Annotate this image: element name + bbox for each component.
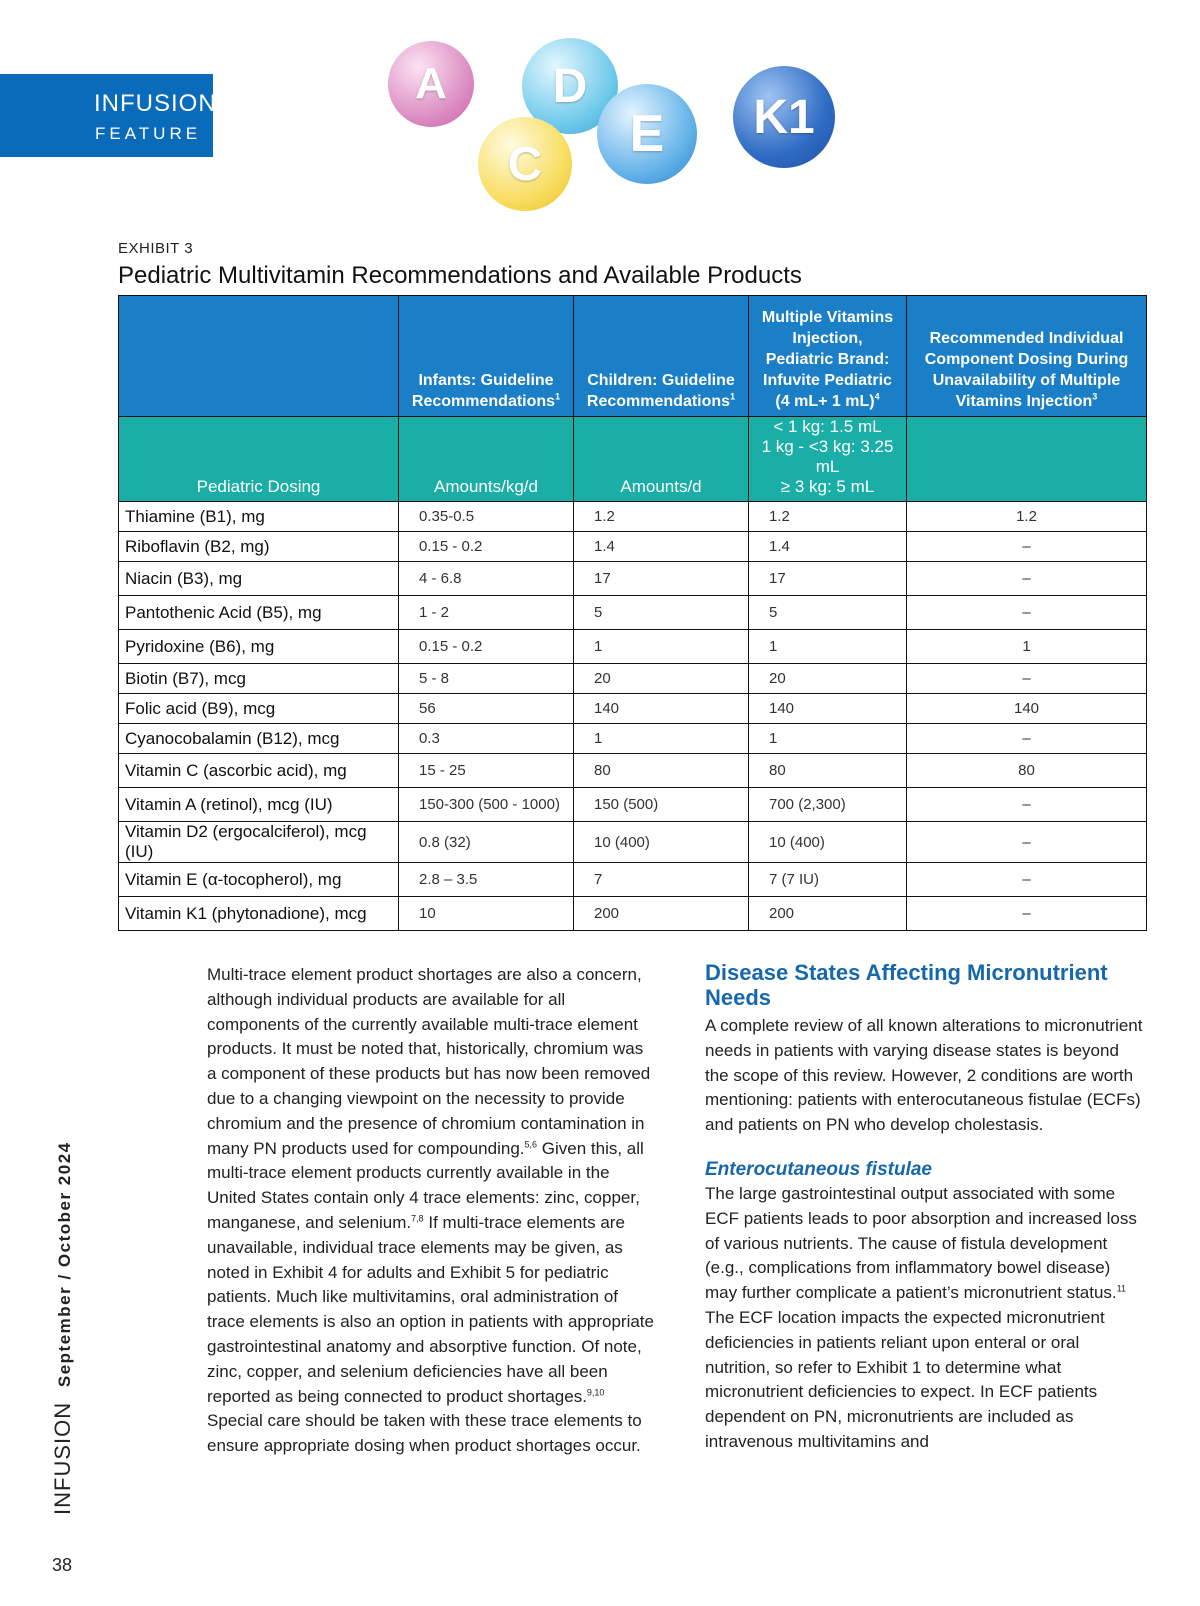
cell-individual: 1 [907, 630, 1147, 664]
row-name: Pantothenic Acid (B5), mg [119, 596, 399, 630]
cell-children: 140 [574, 694, 749, 724]
cell-infants: 0.3 [399, 724, 574, 754]
subheader-children-unit: Amounts/d [574, 417, 749, 502]
cell-infants: 15 - 25 [399, 754, 574, 788]
running-footer [50, 1141, 76, 1515]
footer-brand: INFUSION [50, 1401, 75, 1515]
vitamin-k1-bubble: K1 [733, 66, 835, 168]
row-name: Riboflavin (B2, mg) [119, 532, 399, 562]
cell-infants: 0.15 - 0.2 [399, 630, 574, 664]
subheader-mvi-dose: < 1 kg: 1.5 mL 1 kg - <3 kg: 3.25 mL ≥ 3 kg: 5 mL [749, 417, 907, 502]
cell-infants: 150-300 (500 - 1000) [399, 788, 574, 822]
table-row [119, 532, 1147, 562]
cell-children: 80 [574, 754, 749, 788]
row-name: Niacin (B3), mg [119, 562, 399, 596]
cell-children: 5 [574, 596, 749, 630]
cell-infants: 56 [399, 694, 574, 724]
cell-infants: 0.35-0.5 [399, 502, 574, 532]
table-subheader-row [119, 417, 1147, 502]
cell-children: 1.2 [574, 502, 749, 532]
subheader-infants-unit: Amounts/kg/d [399, 417, 574, 502]
cell-mvi: 10 (400) [749, 822, 907, 863]
row-name: Vitamin A (retinol), mcg (IU) [119, 788, 399, 822]
cell-mvi: 80 [749, 754, 907, 788]
exhibit-label: EXHIBIT 3 [118, 240, 194, 257]
row-name: Pyridoxine (B6), mg [119, 630, 399, 664]
cell-individual: – [907, 863, 1147, 897]
table-row [119, 630, 1147, 664]
cell-individual: – [907, 788, 1147, 822]
cell-individual: – [907, 822, 1147, 863]
subheader-dosing: Pediatric Dosing [119, 417, 399, 502]
magazine-logo: INFUSION [94, 90, 217, 117]
header-infants: Infants: Guideline Recommendations$^1$ [399, 296, 574, 417]
row-name: Vitamin D2 (ergocalciferol), mcg (IU) [119, 822, 399, 863]
body-column-left [207, 963, 657, 1459]
cell-infants: 2.8 – 3.5 [399, 863, 574, 897]
cell-mvi: 20 [749, 664, 907, 694]
vitamin-c-bubble: C [478, 117, 572, 211]
cell-individual: 140 [907, 694, 1147, 724]
body-column-right [705, 960, 1145, 1455]
cell-mvi: 1 [749, 724, 907, 754]
vitamin-table [118, 295, 1147, 931]
cell-children: 7 [574, 863, 749, 897]
cell-individual: 80 [907, 754, 1147, 788]
cell-infants: 1 - 2 [399, 596, 574, 630]
cell-infants: 10 [399, 897, 574, 931]
cell-infants: 5 - 8 [399, 664, 574, 694]
section-label: FEATURE [95, 124, 202, 143]
cell-infants: 0.15 - 0.2 [399, 532, 574, 562]
row-name: Folic acid (B9), mcg [119, 694, 399, 724]
body-paragraph: The large gastrointestinal output associated with some ECF patients leads to poor absorption and increased loss of various nutrients. The cause of fistula development (e.g., complications from inflammatory bowel disease) may further complicate a patient’s micronutrient status.$^{11}$ The ECF location impacts the expected micronutrient deficiencies in patients reliant upon enteral or oral nutrition, so refer to Exhibit 1 to determine what micronutrient deficiencies to expect. In ECF patients dependent on PN, micronutrients are included as intravenous multivitamins and [705, 1183, 1137, 1451]
cell-individual: – [907, 897, 1147, 931]
body-paragraph: Multi-trace element product shortages are also a concern, although individual products are available for all components of the currently available multi-trace element products. It must be noted that, historically, chromium was a component of these products but has now been removed due to a changing viewpoint on the necessity to provide chromium and the presence of chromium contamination in many PN products used for compounding.$^{5,6}$ Given this, all multi-trace element products currently available in the United States contain only 4 trace elements: zinc, copper, manganese, and selenium.$^{7,8}$ If multi-trace elements are unavailable, individual trace elements may be given, as noted in Exhibit 4 for adults and Exhibit 5 for pediatric patients. Much like multivitamins, oral administration of trace elements is also an option in patients with appropriate gastrointestinal anatomy and absorptive function. Of note, zinc, copper, and selenium deficiencies have all been reported as being connected to product shortages.$^{9,10}$ Special care should be taken with these trace elements to ensure appropriate dosing when product shortages occur. [207, 965, 654, 1456]
vitamin-a-bubble: A [388, 41, 474, 127]
table-row [119, 788, 1147, 822]
cell-children: 1 [574, 724, 749, 754]
cell-mvi: 140 [749, 694, 907, 724]
table-row [119, 596, 1147, 630]
row-name: Biotin (B7), mcg [119, 664, 399, 694]
body-paragraph: A complete review of all known alterations to micronutrient needs in patients with varying disease states is beyond the scope of this review. However, 2 conditions are worth mentioning: patients with enterocutaneous fistulae (ECFs) and patients on PN who develop cholestasis. [705, 1016, 1143, 1135]
table-row [119, 863, 1147, 897]
cell-mvi: 1.2 [749, 502, 907, 532]
header-children: Children: Guideline Recommendations$^1$ [574, 296, 749, 417]
cell-mvi: 700 (2,300) [749, 788, 907, 822]
table-row [119, 822, 1147, 863]
cell-individual: – [907, 532, 1147, 562]
header-individual: Recommended Individual Component Dosing During Unavailability of Multiple Vitamins Injection$^3$ [907, 296, 1147, 417]
row-name: Vitamin E (α-tocopherol), mg [119, 863, 399, 897]
section-badge [0, 74, 217, 157]
vitamin-d-bubble: D [522, 38, 618, 134]
row-name: Vitamin K1 (phytonadione), mcg [119, 897, 399, 931]
cell-infants: 4 - 6.8 [399, 562, 574, 596]
cell-children: 1.4 [574, 532, 749, 562]
cell-mvi: 7 (7 IU) [749, 863, 907, 897]
header-mvi: Multiple Vitamins Injection, Pediatric Brand: Infuvite Pediatric (4 mL+ 1 mL)$^4$ [749, 296, 907, 417]
cell-mvi: 1 [749, 630, 907, 664]
cell-individual: – [907, 596, 1147, 630]
table-row [119, 694, 1147, 724]
cell-children: 1 [574, 630, 749, 664]
cell-children: 17 [574, 562, 749, 596]
cell-children: 20 [574, 664, 749, 694]
cell-mvi: 200 [749, 897, 907, 931]
cell-mvi: 5 [749, 596, 907, 630]
table-row [119, 562, 1147, 596]
section-heading: Disease States Affecting Micronutrient Needs [705, 960, 1108, 1010]
cell-children: 150 (500) [574, 788, 749, 822]
row-name: Thiamine (B1), mg [119, 502, 399, 532]
table-row [119, 897, 1147, 931]
row-name: Cyanocobalamin (B12), mcg [119, 724, 399, 754]
page-number: 38 [52, 1555, 73, 1575]
cell-individual: – [907, 562, 1147, 596]
table-row [119, 502, 1147, 532]
table-row [119, 664, 1147, 694]
vitamin-e-bubble: E [597, 84, 697, 184]
table-row [119, 724, 1147, 754]
cell-individual: – [907, 664, 1147, 694]
issue-date: September / October 2024 [55, 1141, 74, 1388]
cell-individual: – [907, 724, 1147, 754]
cell-children: 200 [574, 897, 749, 931]
cell-children: 10 (400) [574, 822, 749, 863]
cell-mvi: 17 [749, 562, 907, 596]
table-row [119, 754, 1147, 788]
header-blank [119, 296, 399, 417]
subheader-individual [907, 417, 1147, 502]
table-header-row [119, 296, 1147, 417]
cell-individual: 1.2 [907, 502, 1147, 532]
exhibit-title: Pediatric Multivitamin Recommendations and Available Products [118, 262, 802, 289]
subsection-heading: Enterocutaneous fistulae [705, 1158, 932, 1180]
row-name: Vitamin C (ascorbic acid), mg [119, 754, 399, 788]
cell-mvi: 1.4 [749, 532, 907, 562]
cell-infants: 0.8 (32) [399, 822, 574, 863]
